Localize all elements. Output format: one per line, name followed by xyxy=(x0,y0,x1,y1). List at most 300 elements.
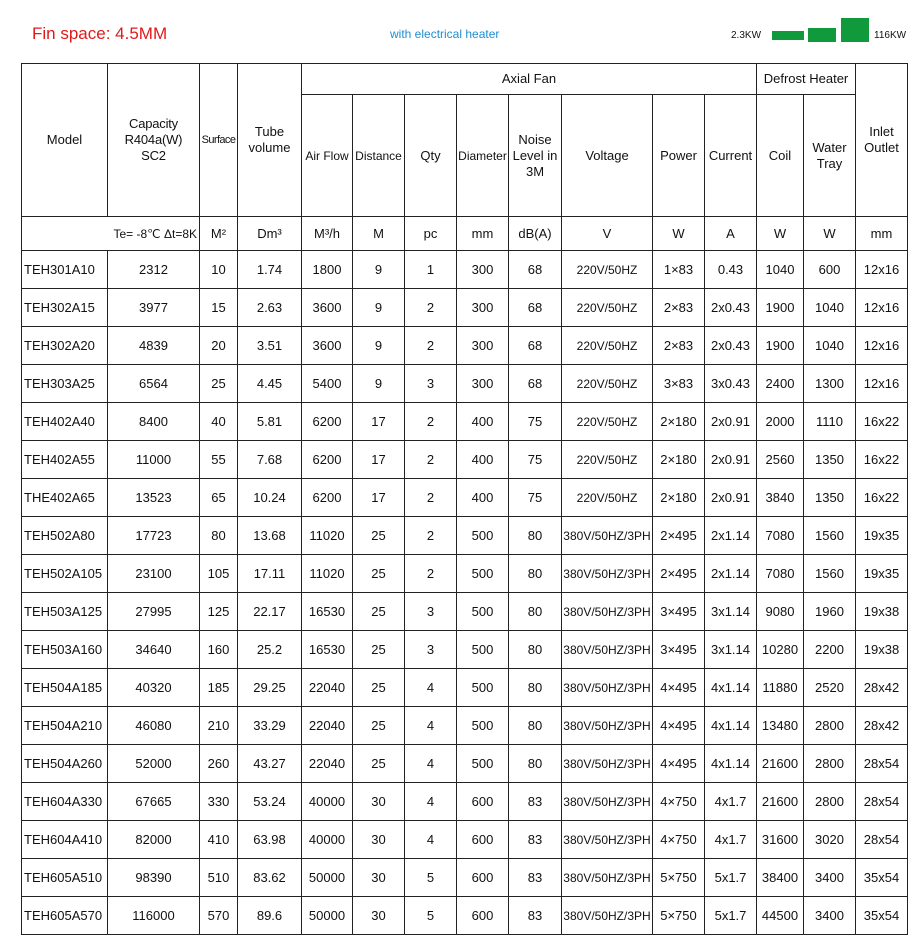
cell-capacity: 6564 xyxy=(108,365,200,403)
cell-inlet-outlet: 28x54 xyxy=(856,783,908,821)
cell-distance: 17 xyxy=(353,479,405,517)
cell-surface: 25 xyxy=(200,365,238,403)
unit-noise: dB(A) xyxy=(509,217,562,251)
cell-surface: 80 xyxy=(200,517,238,555)
cell-capacity: 4839 xyxy=(108,327,200,365)
table-row xyxy=(22,289,908,327)
unit-voltage: V xyxy=(562,217,653,251)
cell-diameter: 500 xyxy=(457,593,509,631)
table-row xyxy=(22,251,908,289)
cell-distance: 25 xyxy=(353,555,405,593)
cell-voltage: 220V/50HZ xyxy=(562,251,653,289)
cell-coil: 1040 xyxy=(757,251,804,289)
table-row xyxy=(22,479,908,517)
cell-current: 4x1.14 xyxy=(705,745,757,783)
table-row xyxy=(22,707,908,745)
cell-tube-volume: 89.6 xyxy=(238,897,302,935)
unit-diameter: mm xyxy=(457,217,509,251)
cell-water-tray: 3020 xyxy=(804,821,856,859)
cell-voltage: 380V/50HZ/3PH xyxy=(562,897,653,935)
table-row xyxy=(22,783,908,821)
cell-inlet-outlet: 19x38 xyxy=(856,593,908,631)
cell-diameter: 500 xyxy=(457,745,509,783)
cell-noise: 83 xyxy=(509,897,562,935)
cell-inlet-outlet: 28x54 xyxy=(856,821,908,859)
cell-inlet-outlet: 35x54 xyxy=(856,897,908,935)
cell-power: 4×495 xyxy=(653,745,705,783)
cell-surface: 185 xyxy=(200,669,238,707)
cell-capacity: 98390 xyxy=(108,859,200,897)
cell-current: 2x0.43 xyxy=(705,327,757,365)
header-row-groups xyxy=(22,64,908,95)
cell-qty: 5 xyxy=(405,859,457,897)
cell-noise: 80 xyxy=(509,555,562,593)
cell-surface: 510 xyxy=(200,859,238,897)
cell-model: TEH301A10 xyxy=(22,251,108,289)
cell-distance: 17 xyxy=(353,403,405,441)
cell-model: TEH302A15 xyxy=(22,289,108,327)
table-row xyxy=(22,669,908,707)
cell-tube-volume: 63.98 xyxy=(238,821,302,859)
cell-coil: 2400 xyxy=(757,365,804,403)
cell-power: 2×180 xyxy=(653,479,705,517)
col-tube-l2: volume xyxy=(248,140,291,155)
cell-diameter: 500 xyxy=(457,669,509,707)
cell-capacity: 17723 xyxy=(108,517,200,555)
cell-model: TEH604A410 xyxy=(22,821,108,859)
cell-voltage: 380V/50HZ/3PH xyxy=(562,821,653,859)
unit-surface: M² xyxy=(200,217,238,251)
cell-inlet-outlet: 12x16 xyxy=(856,365,908,403)
cell-coil: 7080 xyxy=(757,555,804,593)
cell-diameter: 400 xyxy=(457,403,509,441)
cell-noise: 75 xyxy=(509,441,562,479)
cell-current: 2x0.91 xyxy=(705,403,757,441)
cell-water-tray: 2800 xyxy=(804,707,856,745)
cell-current: 5x1.7 xyxy=(705,897,757,935)
cell-qty: 4 xyxy=(405,821,457,859)
cell-voltage: 380V/50HZ/3PH xyxy=(562,669,653,707)
col-capacity-l2: R404a(W) xyxy=(124,132,183,147)
cell-coil: 13480 xyxy=(757,707,804,745)
cell-capacity: 116000 xyxy=(108,897,200,935)
cell-tube-volume: 29.25 xyxy=(238,669,302,707)
col-noise-l1: Noise xyxy=(518,131,552,147)
cell-qty: 2 xyxy=(405,517,457,555)
cell-capacity: 52000 xyxy=(108,745,200,783)
cell-model: TEH402A55 xyxy=(22,441,108,479)
cell-qty: 3 xyxy=(405,365,457,403)
cell-qty: 2 xyxy=(405,327,457,365)
cell-distance: 30 xyxy=(353,897,405,935)
col-inlet-l2: Outlet xyxy=(864,140,899,155)
cell-water-tray: 1300 xyxy=(804,365,856,403)
cell-qty: 2 xyxy=(405,441,457,479)
table-row xyxy=(22,745,908,783)
cell-capacity: 34640 xyxy=(108,631,200,669)
cell-capacity: 27995 xyxy=(108,593,200,631)
col-tube-volume xyxy=(238,64,302,217)
cell-diameter: 300 xyxy=(457,365,509,403)
cell-inlet-outlet: 16x22 xyxy=(856,479,908,517)
cell-coil: 38400 xyxy=(757,859,804,897)
unit-distance: M xyxy=(353,217,405,251)
table-row xyxy=(22,631,908,669)
cell-distance: 17 xyxy=(353,441,405,479)
cell-air-flow: 6200 xyxy=(302,441,353,479)
unit-inlet-outlet: mm xyxy=(856,217,908,251)
cell-voltage: 220V/50HZ xyxy=(562,403,653,441)
cell-tube-volume: 33.29 xyxy=(238,707,302,745)
cell-distance: 9 xyxy=(353,365,405,403)
cell-tube-volume: 7.68 xyxy=(238,441,302,479)
cell-capacity: 82000 xyxy=(108,821,200,859)
cell-voltage: 220V/50HZ xyxy=(562,327,653,365)
cell-diameter: 300 xyxy=(457,251,509,289)
cell-water-tray: 1960 xyxy=(804,593,856,631)
cell-tube-volume: 4.45 xyxy=(238,365,302,403)
cell-diameter: 400 xyxy=(457,479,509,517)
cell-distance: 25 xyxy=(353,631,405,669)
cell-coil: 11880 xyxy=(757,669,804,707)
cell-noise: 80 xyxy=(509,593,562,631)
cell-power: 3×495 xyxy=(653,631,705,669)
cell-voltage: 380V/50HZ/3PH xyxy=(562,631,653,669)
spec-table xyxy=(21,63,908,935)
cell-voltage: 380V/50HZ/3PH xyxy=(562,517,653,555)
col-capacity-l3: SC2 xyxy=(141,148,166,163)
cell-coil: 2560 xyxy=(757,441,804,479)
cell-voltage: 380V/50HZ/3PH xyxy=(562,707,653,745)
cell-coil: 1900 xyxy=(757,327,804,365)
cell-noise: 83 xyxy=(509,783,562,821)
col-model: Model xyxy=(22,64,108,217)
cell-qty: 4 xyxy=(405,783,457,821)
cell-model: TEH302A20 xyxy=(22,327,108,365)
col-noise-l3: 3M xyxy=(525,163,545,179)
cell-qty: 2 xyxy=(405,403,457,441)
cell-power: 3×495 xyxy=(653,593,705,631)
cell-current: 0.43 xyxy=(705,251,757,289)
cell-air-flow: 5400 xyxy=(302,365,353,403)
legend-min-label: 2.3KW xyxy=(731,30,762,41)
cell-model: TEH605A510 xyxy=(22,859,108,897)
cell-tube-volume: 43.27 xyxy=(238,745,302,783)
capacity-legend xyxy=(728,18,913,46)
cell-distance: 9 xyxy=(353,251,405,289)
cell-air-flow: 22040 xyxy=(302,707,353,745)
cell-coil: 44500 xyxy=(757,897,804,935)
cell-surface: 210 xyxy=(200,707,238,745)
cell-air-flow: 50000 xyxy=(302,859,353,897)
cell-tube-volume: 22.17 xyxy=(238,593,302,631)
cell-surface: 40 xyxy=(200,403,238,441)
col-qty: Qty xyxy=(405,95,457,217)
cell-capacity: 3977 xyxy=(108,289,200,327)
table-row xyxy=(22,517,908,555)
cell-water-tray: 2520 xyxy=(804,669,856,707)
cell-air-flow: 22040 xyxy=(302,745,353,783)
cell-surface: 330 xyxy=(200,783,238,821)
cell-coil: 21600 xyxy=(757,745,804,783)
cell-tube-volume: 2.63 xyxy=(238,289,302,327)
cell-distance: 9 xyxy=(353,327,405,365)
cell-voltage: 220V/50HZ xyxy=(562,289,653,327)
cell-distance: 25 xyxy=(353,669,405,707)
cell-water-tray: 1350 xyxy=(804,479,856,517)
cell-surface: 570 xyxy=(200,897,238,935)
cell-model: TEH402A40 xyxy=(22,403,108,441)
cell-surface: 125 xyxy=(200,593,238,631)
cell-current: 5x1.7 xyxy=(705,859,757,897)
cell-capacity: 46080 xyxy=(108,707,200,745)
cell-distance: 30 xyxy=(353,783,405,821)
col-tray-l1: Water xyxy=(812,139,847,155)
cell-voltage: 380V/50HZ/3PH xyxy=(562,555,653,593)
cell-noise: 75 xyxy=(509,403,562,441)
col-tray-l2: Tray xyxy=(816,155,843,171)
group-defrost-heater: Defrost Heater xyxy=(757,64,856,95)
cell-coil: 9080 xyxy=(757,593,804,631)
cell-qty: 4 xyxy=(405,707,457,745)
cell-capacity: 13523 xyxy=(108,479,200,517)
cell-voltage: 220V/50HZ xyxy=(562,365,653,403)
cell-inlet-outlet: 19x35 xyxy=(856,555,908,593)
cell-diameter: 300 xyxy=(457,327,509,365)
cell-current: 2x0.91 xyxy=(705,441,757,479)
cell-distance: 30 xyxy=(353,821,405,859)
cell-voltage: 220V/50HZ xyxy=(562,479,653,517)
unit-qty: pc xyxy=(405,217,457,251)
cell-diameter: 500 xyxy=(457,707,509,745)
cell-noise: 83 xyxy=(509,859,562,897)
cell-air-flow: 22040 xyxy=(302,669,353,707)
cell-water-tray: 1040 xyxy=(804,327,856,365)
cell-power: 2×83 xyxy=(653,327,705,365)
fin-space-title: Fin space: 4.5MM xyxy=(32,24,168,43)
col-capacity xyxy=(108,64,200,217)
cell-power: 4×495 xyxy=(653,669,705,707)
table-row xyxy=(22,327,908,365)
cell-current: 3x1.14 xyxy=(705,631,757,669)
cell-qty: 2 xyxy=(405,289,457,327)
cell-qty: 2 xyxy=(405,479,457,517)
cell-current: 2x0.43 xyxy=(705,289,757,327)
table-row xyxy=(22,365,908,403)
cell-distance: 25 xyxy=(353,517,405,555)
unit-current: A xyxy=(705,217,757,251)
cell-noise: 75 xyxy=(509,479,562,517)
cell-diameter: 500 xyxy=(457,631,509,669)
cell-model: TEH303A25 xyxy=(22,365,108,403)
cell-qty: 5 xyxy=(405,897,457,935)
col-coil: Coil xyxy=(757,95,804,217)
cell-diameter: 300 xyxy=(457,289,509,327)
col-diameter: Diameter xyxy=(457,95,509,217)
cell-coil: 21600 xyxy=(757,783,804,821)
cell-power: 2×180 xyxy=(653,441,705,479)
cell-model: TEH503A125 xyxy=(22,593,108,631)
cell-diameter: 500 xyxy=(457,517,509,555)
cell-diameter: 600 xyxy=(457,859,509,897)
unit-water-tray: W xyxy=(804,217,856,251)
cell-noise: 68 xyxy=(509,251,562,289)
cell-noise: 80 xyxy=(509,669,562,707)
cell-air-flow: 6200 xyxy=(302,479,353,517)
col-inlet-outlet xyxy=(856,64,908,217)
cell-capacity: 23100 xyxy=(108,555,200,593)
cell-noise: 80 xyxy=(509,631,562,669)
legend-max-label: 116KW xyxy=(874,30,907,41)
cell-current: 3x0.43 xyxy=(705,365,757,403)
cell-air-flow: 40000 xyxy=(302,821,353,859)
cell-inlet-outlet: 12x16 xyxy=(856,327,908,365)
cell-noise: 68 xyxy=(509,327,562,365)
cell-water-tray: 1350 xyxy=(804,441,856,479)
cell-current: 4x1.7 xyxy=(705,783,757,821)
cell-water-tray: 1110 xyxy=(804,403,856,441)
cell-qty: 2 xyxy=(405,555,457,593)
cell-model: TEH604A330 xyxy=(22,783,108,821)
cell-inlet-outlet: 16x22 xyxy=(856,403,908,441)
cell-diameter: 600 xyxy=(457,897,509,935)
cell-power: 5×750 xyxy=(653,897,705,935)
unit-tube-volume: Dm³ xyxy=(238,217,302,251)
cell-distance: 30 xyxy=(353,859,405,897)
col-noise xyxy=(509,95,562,217)
cell-inlet-outlet: 12x16 xyxy=(856,251,908,289)
col-surface: Surface xyxy=(200,64,238,217)
cell-model: TEH504A210 xyxy=(22,707,108,745)
cell-power: 3×83 xyxy=(653,365,705,403)
cell-tube-volume: 5.81 xyxy=(238,403,302,441)
cell-surface: 410 xyxy=(200,821,238,859)
cell-inlet-outlet: 16x22 xyxy=(856,441,908,479)
cell-inlet-outlet: 28x42 xyxy=(856,669,908,707)
cell-model: TEH502A80 xyxy=(22,517,108,555)
legend-bar-medium xyxy=(808,28,836,42)
col-voltage: Voltage xyxy=(562,95,653,217)
cell-power: 4×750 xyxy=(653,783,705,821)
col-noise-l2: Level in xyxy=(512,147,558,163)
cell-tube-volume: 25.2 xyxy=(238,631,302,669)
cell-power: 2×495 xyxy=(653,555,705,593)
unit-capacity-condition: Te= -8℃ Δt=8K xyxy=(22,217,200,251)
cell-tube-volume: 3.51 xyxy=(238,327,302,365)
cell-coil: 3840 xyxy=(757,479,804,517)
legend-bar-large xyxy=(841,18,869,42)
cell-power: 4×495 xyxy=(653,707,705,745)
cell-surface: 65 xyxy=(200,479,238,517)
cell-inlet-outlet: 12x16 xyxy=(856,289,908,327)
table-row xyxy=(22,593,908,631)
cell-water-tray: 3400 xyxy=(804,859,856,897)
table-row xyxy=(22,859,908,897)
table-row xyxy=(22,403,908,441)
cell-power: 5×750 xyxy=(653,859,705,897)
cell-coil: 7080 xyxy=(757,517,804,555)
cell-water-tray: 1040 xyxy=(804,289,856,327)
cell-coil: 2000 xyxy=(757,403,804,441)
cell-diameter: 600 xyxy=(457,783,509,821)
cell-noise: 80 xyxy=(509,745,562,783)
cell-voltage: 220V/50HZ xyxy=(562,441,653,479)
cell-voltage: 380V/50HZ/3PH xyxy=(562,593,653,631)
cell-capacity: 8400 xyxy=(108,403,200,441)
table-row xyxy=(22,821,908,859)
cell-tube-volume: 1.74 xyxy=(238,251,302,289)
cell-power: 1×83 xyxy=(653,251,705,289)
cell-water-tray: 1560 xyxy=(804,517,856,555)
col-capacity-l1: Capacity xyxy=(129,116,178,131)
cell-air-flow: 16530 xyxy=(302,593,353,631)
unit-coil: W xyxy=(757,217,804,251)
cell-model: TEH605A570 xyxy=(22,897,108,935)
cell-voltage: 380V/50HZ/3PH xyxy=(562,783,653,821)
cell-current: 2x1.14 xyxy=(705,555,757,593)
table-row xyxy=(22,555,908,593)
cell-water-tray: 600 xyxy=(804,251,856,289)
cell-surface: 10 xyxy=(200,251,238,289)
cell-water-tray: 2800 xyxy=(804,783,856,821)
cell-distance: 9 xyxy=(353,289,405,327)
cell-diameter: 500 xyxy=(457,555,509,593)
col-air-flow: Air Flow xyxy=(302,95,353,217)
unit-power: W xyxy=(653,217,705,251)
cell-voltage: 380V/50HZ/3PH xyxy=(562,745,653,783)
cell-current: 2x1.14 xyxy=(705,517,757,555)
cell-water-tray: 1560 xyxy=(804,555,856,593)
cell-surface: 20 xyxy=(200,327,238,365)
cell-coil: 10280 xyxy=(757,631,804,669)
cell-qty: 4 xyxy=(405,745,457,783)
cell-coil: 31600 xyxy=(757,821,804,859)
group-axial-fan: Axial Fan xyxy=(302,64,757,95)
legend-bar-small xyxy=(772,31,804,40)
col-current: Current xyxy=(705,95,757,217)
cell-tube-volume: 17.11 xyxy=(238,555,302,593)
col-inlet-l1: Inlet xyxy=(869,124,894,139)
cell-air-flow: 3600 xyxy=(302,289,353,327)
cell-surface: 160 xyxy=(200,631,238,669)
cell-current: 4x1.7 xyxy=(705,821,757,859)
cell-noise: 68 xyxy=(509,365,562,403)
cell-surface: 105 xyxy=(200,555,238,593)
cell-air-flow: 6200 xyxy=(302,403,353,441)
cell-air-flow: 50000 xyxy=(302,897,353,935)
cell-air-flow: 40000 xyxy=(302,783,353,821)
cell-noise: 68 xyxy=(509,289,562,327)
cell-power: 2×83 xyxy=(653,289,705,327)
cell-current: 2x0.91 xyxy=(705,479,757,517)
cell-water-tray: 3400 xyxy=(804,897,856,935)
cell-tube-volume: 13.68 xyxy=(238,517,302,555)
cell-current: 4x1.14 xyxy=(705,669,757,707)
cell-tube-volume: 83.62 xyxy=(238,859,302,897)
cell-inlet-outlet: 35x54 xyxy=(856,859,908,897)
cell-capacity: 40320 xyxy=(108,669,200,707)
unit-air-flow: M³/h xyxy=(302,217,353,251)
cell-qty: 3 xyxy=(405,593,457,631)
cell-air-flow: 1800 xyxy=(302,251,353,289)
cell-air-flow: 3600 xyxy=(302,327,353,365)
cell-model: TEH502A105 xyxy=(22,555,108,593)
cell-model: THE402A65 xyxy=(22,479,108,517)
cell-qty: 3 xyxy=(405,631,457,669)
cell-surface: 55 xyxy=(200,441,238,479)
cell-qty: 1 xyxy=(405,251,457,289)
cell-surface: 260 xyxy=(200,745,238,783)
